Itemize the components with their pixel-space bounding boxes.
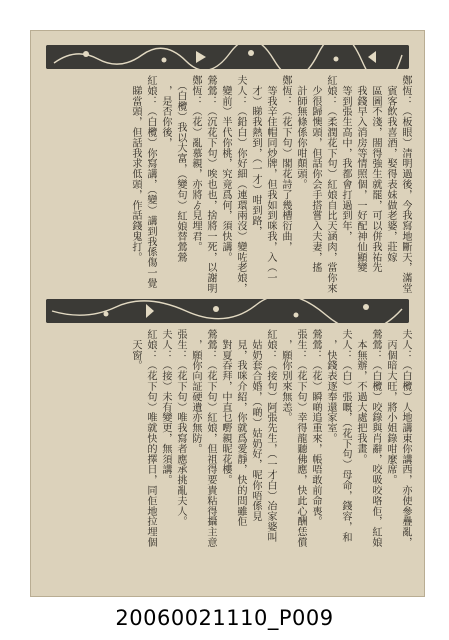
- floral-ornament-icon: [46, 45, 409, 69]
- decorative-divider-band: [46, 299, 409, 323]
- script-line: 變前）半代你桃，究竟爲何，須快講。: [220, 75, 231, 263]
- script-line: 睇當頭，但話我求低頭，作話錢鬼打。: [130, 75, 141, 263]
- script-line: 等我辛住帽同炒牌，但我如到咪我，入（一: [265, 75, 276, 283]
- script-line: 夫人：（白）張嘅，（花下句）母命，錢容，和: [340, 329, 351, 543]
- script-line: 對夏吞拜，中直乜嘢親昵花樓。: [220, 329, 231, 485]
- document-page: [30, 30, 425, 597]
- script-line: 鶯鶯：（沉花下句）唉也也，捨將一死，以謝明: [205, 75, 216, 294]
- script-line: 紅娘：（接句）阿張先生，（一才白）冶家婆叫: [265, 329, 276, 543]
- script-line: 計師無條係你咁顛頭。: [295, 75, 306, 190]
- script-line: 見，我咪介紹，你就爲愛靜，快的問雖佢: [235, 329, 246, 527]
- script-line: 張生：（花下句）唯我寫者應承挑亂夫人。: [175, 329, 186, 527]
- script-line: 賓客飲我喜酒，娶得表妹做老婆，莊嫁: [385, 75, 396, 263]
- script-line: ，願你別來無恙。: [280, 329, 291, 423]
- script-line: 丙個暗大旺，將小姐錄咁麼席。: [385, 329, 396, 485]
- script-line: 姑奶套合婚，（啲）姑奶好，呢你唔係見: [250, 329, 261, 522]
- script-block-lower: [43, 329, 412, 569]
- script-line: 少很歸懊頭，但話你会手搭嘗入夫妻，搖: [310, 75, 321, 273]
- script-line: 我錢早入消房等情照個，一好配神仙顯變: [355, 75, 366, 273]
- script-line: 才）睇我熱到，（一才）咁到路，: [250, 75, 261, 237]
- decorative-header-band: [46, 45, 409, 69]
- script-line: ，願你向証硬遺亦無防。: [190, 329, 201, 454]
- script-line: 夫人：（鉛白）你好細（連環兩沒）變咗老娘，: [235, 75, 246, 294]
- floral-ornament-icon: [46, 299, 409, 323]
- script-line: 張生：（花下句）幸得龍聽佛應，快此心酬恁償: [295, 329, 306, 548]
- script-line: 紅娘：（白欖）你寫講，（變）講到我係傷一覺: [145, 75, 156, 289]
- script-line: 鶯鶯：（白欖）咬錄與肖辭，咬吸咬咯佢，紅娘: [370, 329, 381, 548]
- script-line: 鄭恆：（板眼）清明過後，今我寫地斷天，滿堂: [400, 75, 411, 294]
- script-line: 夫人：（白欖）人地講東你講西，亦使參疊亂，: [400, 329, 411, 548]
- script-line: 紅娘：（柔潤花下句）紅娘自比天涵肉，當你來: [325, 75, 336, 294]
- script-block-upper: [43, 75, 412, 295]
- script-line: 鶯鶯：（花下句）紅娘，但祖得要貴粘得攝主意: [205, 329, 216, 548]
- script-line: 鄭恆：（花下句）閣花詩了幾槽衍曲，: [280, 75, 291, 252]
- script-line: 本無辦，不過大處把我畫。: [355, 329, 366, 465]
- script-line: 鄭恆：（花）亂慕親，亦將ゟ見埋君。: [190, 75, 201, 252]
- script-line: 天窗。: [130, 329, 141, 371]
- script-line: 夫人：（接）未有變更，無須講。: [160, 329, 171, 485]
- script-line: 紅娘：（花下句）唯就快的擇日，同佢地拉埋個: [145, 329, 156, 548]
- script-line: 等到張生高中，我都會打過到年，: [340, 75, 351, 242]
- script-line: ，快錢表逐奉還家室。: [325, 329, 336, 444]
- script-line: 區圖不淺，閤得強生就罷，可以併我祐先: [370, 75, 381, 273]
- script-line: ，是否你後，: [160, 75, 171, 148]
- script-line: 鶯鶯：（花）瞬啲追重來，帳唔敢前命喪。: [310, 329, 321, 527]
- page-caption: 20060021110_P009: [115, 606, 334, 630]
- script-line: （白欖）我以大富，（變句）紅娘替鶯鶯: [175, 75, 186, 263]
